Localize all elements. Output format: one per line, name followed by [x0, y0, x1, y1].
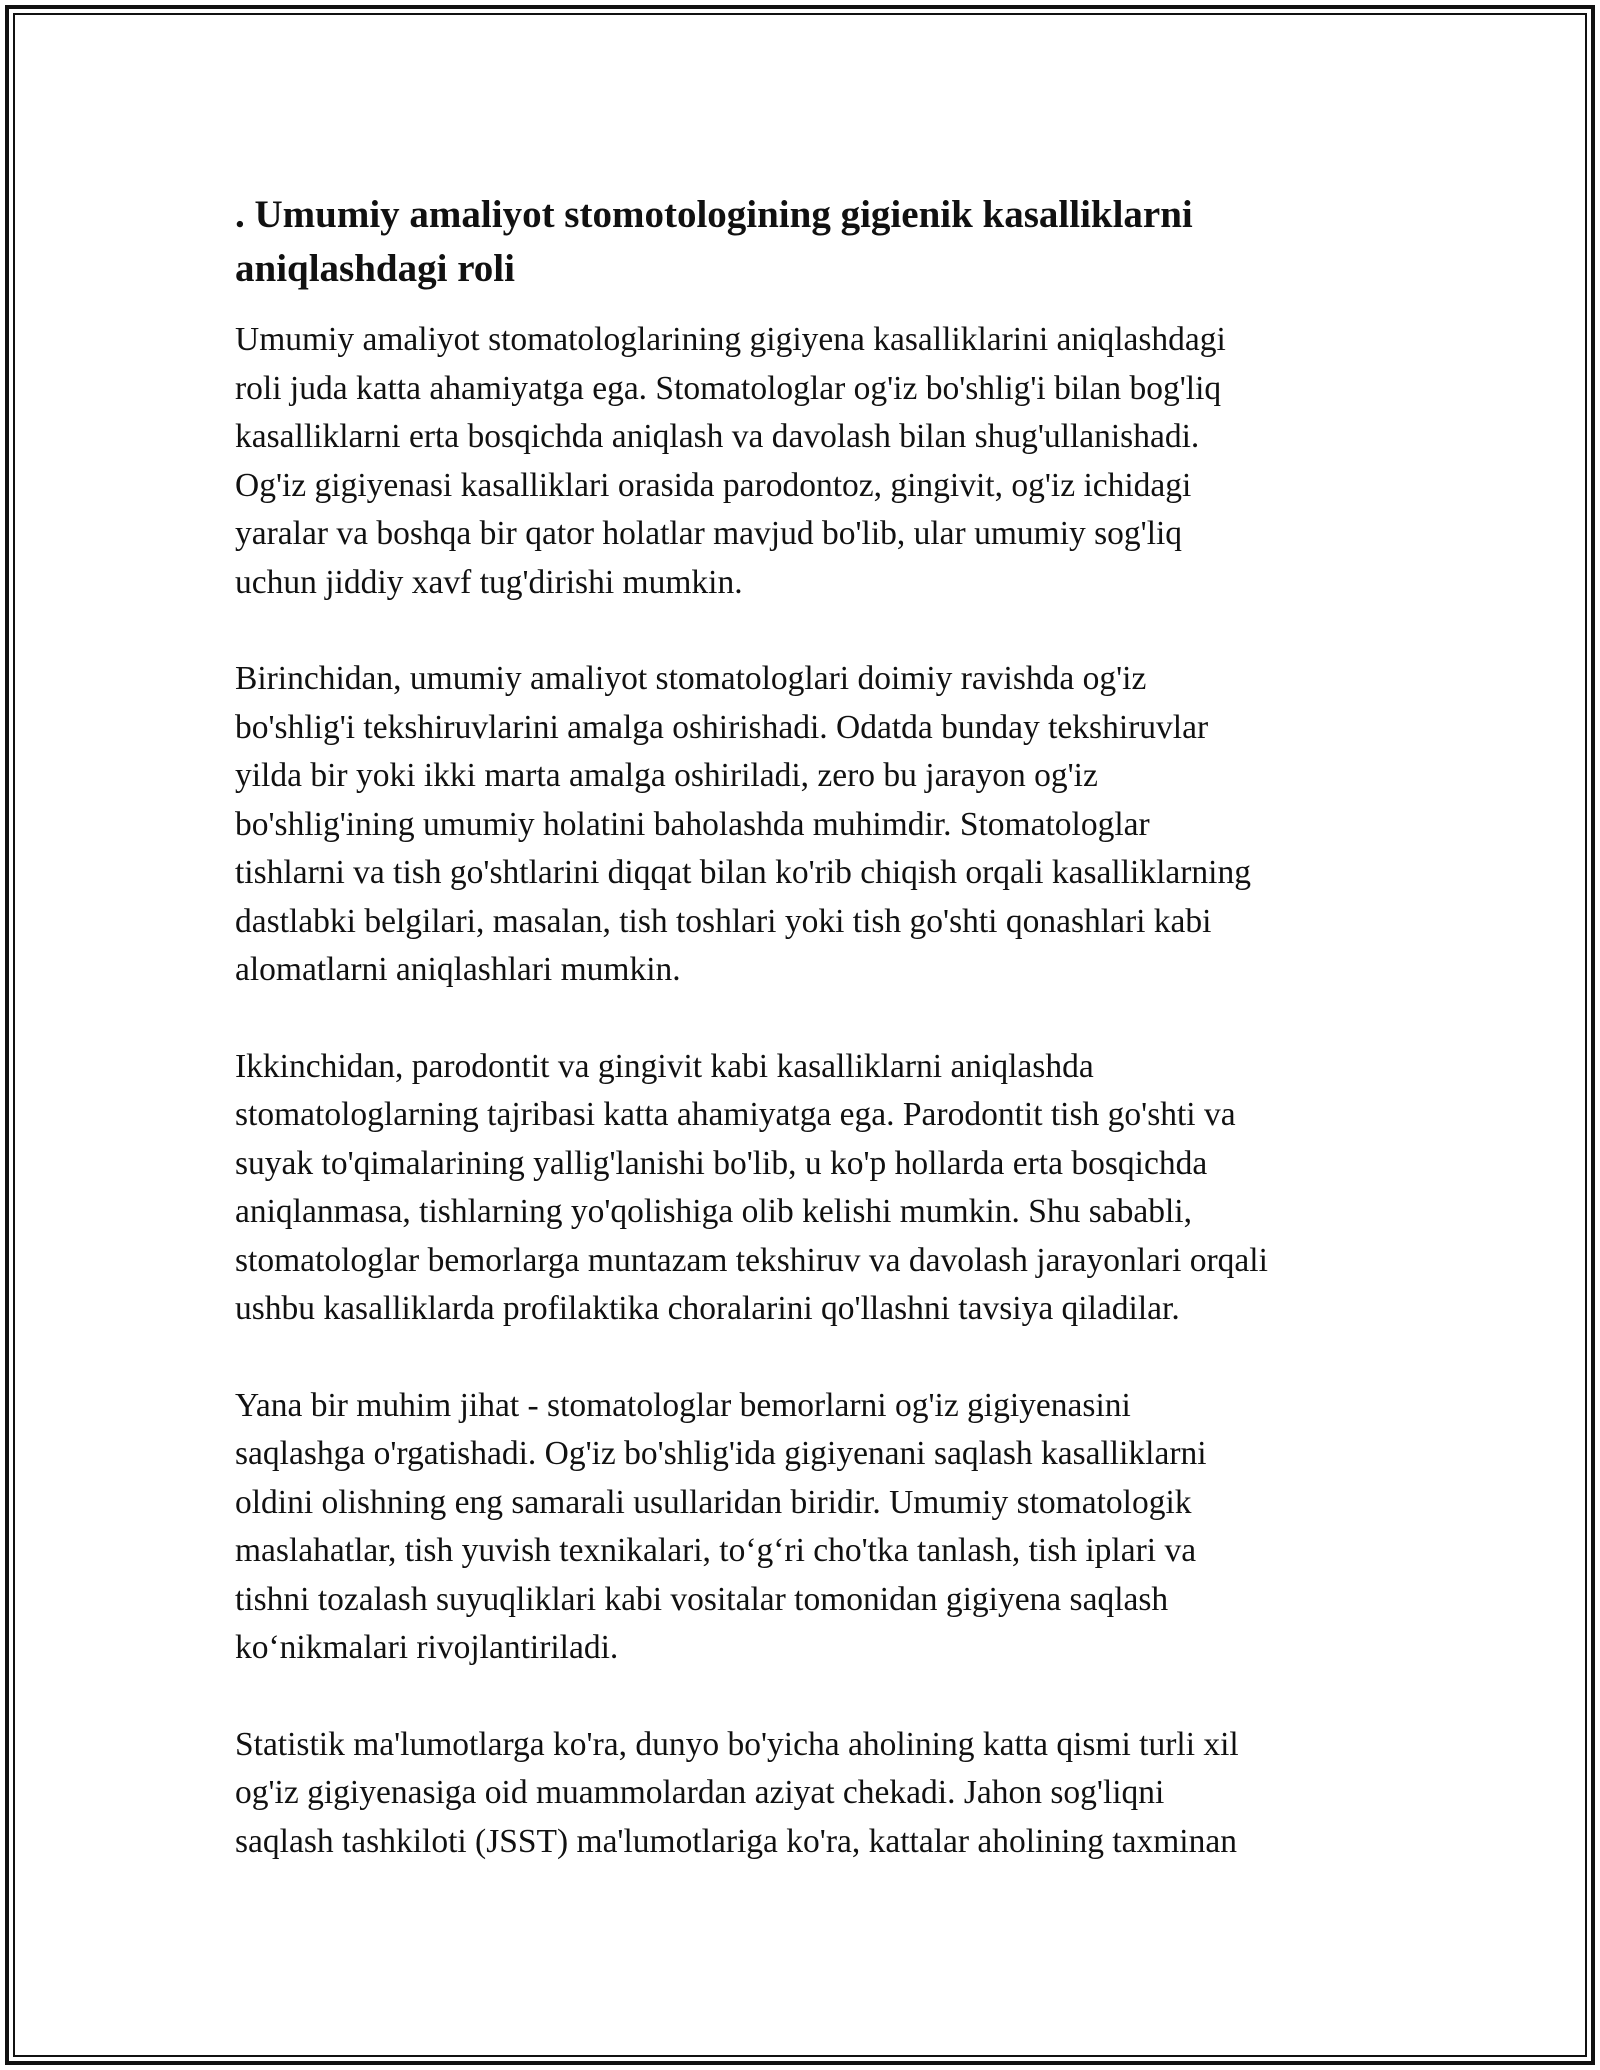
- paragraph-1: Umumiy amaliyot stomatologlarining gigiyena kasalliklarini aniqlashdagi roli juda katta ahamiyatga ega. Stomatologlar og'iz bo'shlig'i bilan bog'liq kasalliklarni erta bosqichda aniqlash va davolash bilan shug'ullanishadi. Og'iz gigiyenasi kasalliklari orasida parodontoz, gingivit, og'iz ichidagi yaralar va boshqa bir qator holatlar mavjud bo'lib, ular umumiy sog'liq uchun jiddiy xavf tug'dirishi mumkin.: [235, 321, 1226, 601]
- paragraph-2: Birinchidan, umumiy amaliyot stomatologlari doimiy ravishda og'iz bo'shlig'i tekshiruvlarini amalga oshirishadi. Odatda bunday tekshiruvlar yilda bir yoki ikki marta amalga oshiriladi, zero bu jarayon og'iz bo'shlig'ining umumiy holatini baholashda muhimdir. Stomatologlar tishlarni va tish go'shtlarini diqqat bilan ko'rib chiqish orqali kasalliklarning dastlabki belgilari, masalan, tish toshlari yoki tish go'shti qonashlari kabi alomatlarni aniqlashlari mumkin.: [235, 660, 1251, 988]
- paragraph-3: Ikkinchidan, parodontit va gingivit kabi kasalliklarni aniqlashda stomatologlarning tajribasi katta ahamiyatga ega. Parodontit tish go'shti va suyak to'qimalarining yallig'lanishi bo'lib, u ko'p hollarda erta bosqichda aniqlanmasa, tishlarning yo'qolishiga olib kelishi mumkin. Shu sababli, stomatologlar bemorlarga muntazam tekshiruv va davolash jarayonlari orqali ushbu kasalliklarda profilaktika choralarini qo'llashni tavsiya qiladilar.: [235, 1047, 1268, 1327]
- paragraph-4: Yana bir muhim jihat - stomatologlar bemorlarni og'iz gigiyenasini saqlashga o'rgatishadi. Og'iz bo'shlig'ida gigiyenani saqlash kasalliklarni oldini olishning eng samarali usullaridan biridir. Umumiy stomatologik maslahatlar, tish yuvish texnikalari, to‘g‘ri cho'tka tanlash, tish iplari va tishni tozalash suyuqliklari kabi vositalar tomonidan gigiyena saqlash ko‘nikmalari rivojlantiriladi.: [235, 1386, 1207, 1666]
- document-body: [235, 188, 1375, 1914]
- document-title: . Umumiy amaliyot stomotologining gigienik kasalliklarni aniqlashdagi roli: [235, 193, 1193, 290]
- paragraph-5: Statistik ma'lumotlarga ko'ra, dunyo bo'yicha aholining katta qismi turli xil og'iz gigiyenasiga oid muammolardan aziyat chekadi. Jahon sog'liqni saqlash tashkiloti (JSST) ma'lumotlariga ko'ra, kattalar aholining taxminan: [235, 1725, 1239, 1860]
